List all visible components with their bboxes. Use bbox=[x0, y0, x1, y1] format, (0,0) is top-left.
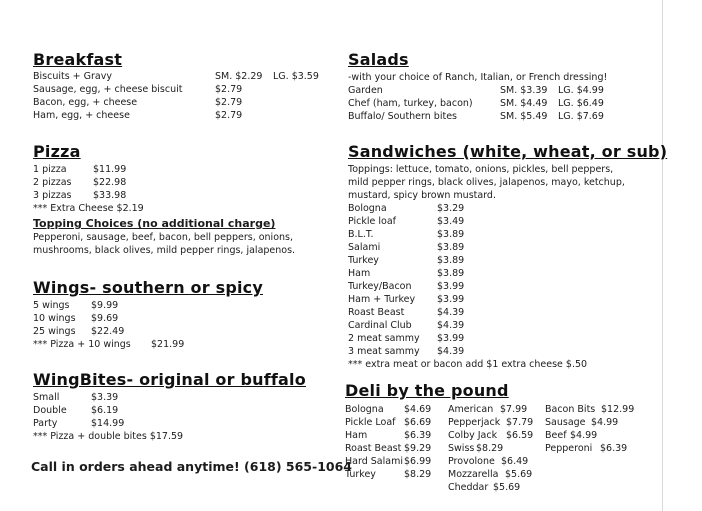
item-name: Bologna bbox=[345, 404, 384, 415]
item-price: $4.99 bbox=[591, 417, 619, 428]
item-price: $4.69 bbox=[404, 404, 432, 415]
item-name: 2 meat sammy bbox=[348, 333, 420, 344]
item-price-small: SM. $5.49 bbox=[500, 111, 548, 122]
breakfast-title: Breakfast bbox=[33, 50, 123, 69]
menu-row bbox=[348, 293, 648, 306]
menu-row bbox=[448, 416, 548, 429]
menu-row bbox=[33, 391, 333, 404]
item-name: Turkey/Bacon bbox=[348, 281, 412, 292]
item-name: Pickle Loaf bbox=[345, 417, 396, 428]
combo-price: $21.99 bbox=[151, 339, 185, 350]
deli-title: Deli by the pound bbox=[345, 381, 509, 400]
deli-section bbox=[345, 381, 509, 400]
menu-row bbox=[545, 416, 655, 429]
item-price: $7.79 bbox=[506, 417, 534, 428]
item-name: 1 pizza bbox=[33, 164, 67, 175]
item-name: Bacon Bits bbox=[545, 404, 596, 415]
menu-row bbox=[33, 163, 333, 176]
item-price-large: LG. $4.99 bbox=[558, 85, 604, 96]
menu-row bbox=[545, 442, 655, 455]
menu-row bbox=[33, 176, 333, 189]
topping-choices-line-1: Pepperoni, sausage, beef, bacon, bell peppers, onions, bbox=[33, 232, 294, 243]
item-price: $9.69 bbox=[91, 313, 119, 324]
item-price-small: SM. $4.49 bbox=[500, 98, 548, 109]
item-price: $3.99 bbox=[437, 281, 465, 292]
item-price: $3.49 bbox=[437, 216, 465, 227]
item-name: Double bbox=[33, 405, 67, 416]
menu-row bbox=[33, 299, 333, 312]
item-price: $4.39 bbox=[437, 307, 465, 318]
menu-row bbox=[33, 325, 333, 338]
menu-row bbox=[348, 110, 648, 123]
menu-row bbox=[348, 267, 648, 280]
item-name: Pickle loaf bbox=[348, 216, 397, 227]
menu-row bbox=[448, 403, 548, 416]
item-price: $9.99 bbox=[91, 300, 119, 311]
item-name: Biscuits + Gravy bbox=[33, 71, 112, 82]
sandwiches-title: Sandwiches (white, wheat, or sub) bbox=[348, 142, 668, 161]
wings-title: Wings- southern or spicy bbox=[33, 278, 263, 297]
item-price: $3.89 bbox=[437, 268, 465, 279]
item-price: $3.29 bbox=[437, 203, 465, 214]
item-name: 5 wings bbox=[33, 300, 70, 311]
item-name: Hard Salami bbox=[345, 456, 403, 467]
menu-row bbox=[33, 96, 333, 109]
menu-row bbox=[33, 109, 333, 122]
item-price: $12.99 bbox=[601, 404, 635, 415]
item-price-large: LG. $7.69 bbox=[558, 111, 604, 122]
salads-section bbox=[348, 50, 648, 123]
pizza-section bbox=[33, 142, 333, 257]
item-price-large: LG. $6.49 bbox=[558, 98, 604, 109]
deli-extras-column bbox=[545, 403, 655, 455]
item-price: $6.19 bbox=[91, 405, 119, 416]
item-price: $4.99 bbox=[570, 430, 598, 441]
item-name: 10 wings bbox=[33, 313, 76, 324]
item-name: Ham, egg, + cheese bbox=[33, 110, 130, 121]
menu-row bbox=[348, 280, 648, 293]
item-price: $3.39 bbox=[91, 392, 119, 403]
menu-row bbox=[448, 442, 548, 455]
item-name: Swiss bbox=[448, 443, 475, 454]
item-name: Ham bbox=[348, 268, 371, 279]
menu-row bbox=[348, 319, 648, 332]
item-price: $8.29 bbox=[404, 469, 432, 480]
item-price-large: LG. $3.59 bbox=[273, 71, 319, 82]
item-name: Pepperjack bbox=[448, 417, 501, 428]
wings-section bbox=[33, 278, 333, 351]
menu-row bbox=[348, 306, 648, 319]
item-name: Small bbox=[33, 392, 60, 403]
item-name: B.L.T. bbox=[348, 229, 374, 240]
item-price: $4.39 bbox=[437, 320, 465, 331]
extra-cheese-note bbox=[33, 202, 333, 215]
sandwich-extra-note: *** extra meat or bacon add $1 extra cheese $.50 bbox=[348, 359, 588, 370]
item-price: $6.59 bbox=[506, 430, 534, 441]
sandwich-toppings-line-2: mild pepper rings, black olives, jalapenos, mayo, ketchup, bbox=[348, 177, 625, 188]
item-name: Turkey bbox=[348, 255, 379, 266]
item-price: $3.99 bbox=[437, 294, 465, 305]
item-name: American bbox=[448, 404, 494, 415]
item-price: $3.99 bbox=[437, 333, 465, 344]
combo-row bbox=[33, 430, 333, 443]
menu-row bbox=[348, 254, 648, 267]
item-price: $6.69 bbox=[404, 417, 432, 428]
item-name: Pepperoni bbox=[545, 443, 593, 454]
item-price: $2.79 bbox=[215, 97, 243, 108]
item-price: $3.89 bbox=[437, 255, 465, 266]
menu-row bbox=[348, 202, 648, 215]
item-price: $9.29 bbox=[404, 443, 432, 454]
item-price: $8.29 bbox=[476, 443, 504, 454]
item-price: $4.39 bbox=[437, 346, 465, 357]
menu-row bbox=[348, 345, 648, 358]
item-name: Cardinal Club bbox=[348, 320, 412, 331]
item-price: $3.89 bbox=[437, 242, 465, 253]
menu-row bbox=[33, 417, 333, 430]
item-price: $7.99 bbox=[500, 404, 528, 415]
call-ahead-footer: Call in orders ahead anytime! (618) 565-1064 bbox=[31, 459, 352, 474]
item-price: $14.99 bbox=[91, 418, 125, 429]
item-name: Chef (ham, turkey, bacon) bbox=[348, 98, 473, 109]
item-name: Colby Jack bbox=[448, 430, 498, 441]
menu-row bbox=[33, 404, 333, 417]
menu-row bbox=[545, 429, 655, 442]
item-name: Garden bbox=[348, 85, 383, 96]
menu-row bbox=[348, 97, 648, 110]
item-price-small: SM. $3.39 bbox=[500, 85, 548, 96]
menu-row bbox=[448, 481, 548, 494]
menu-row bbox=[33, 189, 333, 202]
item-price: $33.98 bbox=[93, 190, 127, 201]
sandwich-toppings-line-3: mustard, spicy brown mustard. bbox=[348, 190, 496, 201]
menu-row bbox=[348, 228, 648, 241]
item-name: Beef bbox=[545, 430, 567, 441]
sandwich-toppings-line-1: Toppings: lettuce, tomato, onions, pickles, bell peppers, bbox=[348, 164, 614, 175]
salads-dressing-note: -with your choice of Ranch, Italian, or French dressing! bbox=[348, 72, 608, 83]
sandwiches-section bbox=[348, 142, 667, 371]
item-price: $6.49 bbox=[501, 456, 529, 467]
item-price: $2.79 bbox=[215, 110, 243, 121]
item-name: Roast Beast bbox=[345, 443, 402, 454]
item-price: $6.99 bbox=[404, 456, 432, 467]
topping-choices-title: Topping Choices (no additional charge) bbox=[33, 217, 276, 230]
menu-row bbox=[33, 70, 333, 83]
item-price: $22.49 bbox=[91, 326, 125, 337]
combo-text: *** Pizza + double bites $17.59 bbox=[33, 431, 184, 442]
item-name: Bacon, egg, + cheese bbox=[33, 97, 138, 108]
menu-row bbox=[348, 241, 648, 254]
item-price: $5.69 bbox=[505, 469, 533, 480]
menu-row bbox=[348, 332, 648, 345]
item-name: 3 meat sammy bbox=[348, 346, 420, 357]
item-price: $6.39 bbox=[600, 443, 628, 454]
extra-cheese-text: *** Extra Cheese $2.19 bbox=[33, 203, 144, 214]
item-name: 25 wings bbox=[33, 326, 76, 337]
menu-row bbox=[545, 403, 655, 416]
menu-row bbox=[448, 455, 548, 468]
combo-name: *** Pizza + 10 wings bbox=[33, 339, 131, 350]
topping-choices-line-2: mushrooms, black olives, mild pepper rings, jalapenos. bbox=[33, 245, 296, 256]
item-price: $22.98 bbox=[93, 177, 127, 188]
item-name: Mozzarella bbox=[448, 469, 499, 480]
item-price: $6.39 bbox=[404, 430, 432, 441]
item-name: Sausage, egg, + cheese biscuit bbox=[33, 84, 183, 95]
item-name: 3 pizzas bbox=[33, 190, 72, 201]
wingbites-title: WingBites- original or buffalo bbox=[33, 370, 306, 389]
item-name: Salami bbox=[348, 242, 381, 253]
item-name: Bologna bbox=[348, 203, 387, 214]
menu-row bbox=[348, 84, 648, 97]
item-name: Turkey bbox=[345, 469, 376, 480]
item-name: Provolone bbox=[448, 456, 495, 467]
item-price: $11.99 bbox=[93, 164, 127, 175]
menu-row bbox=[348, 215, 648, 228]
menu-row bbox=[33, 312, 333, 325]
item-name: Sausage bbox=[545, 417, 586, 428]
item-name: Cheddar bbox=[448, 482, 489, 493]
wingbites-section bbox=[33, 370, 333, 443]
salads-title: Salads bbox=[348, 50, 409, 69]
item-name: Ham bbox=[345, 430, 368, 441]
item-price-small: SM. $2.29 bbox=[215, 71, 263, 82]
menu-row bbox=[33, 338, 333, 351]
item-name: 2 pizzas bbox=[33, 177, 72, 188]
breakfast-section bbox=[33, 50, 333, 122]
item-name: Party bbox=[33, 418, 58, 429]
item-name: Ham + Turkey bbox=[348, 294, 416, 305]
item-name: Buffalo/ Southern bites bbox=[348, 111, 457, 122]
item-price: $2.79 bbox=[215, 84, 243, 95]
item-price: $3.89 bbox=[437, 229, 465, 240]
menu-row bbox=[33, 83, 333, 96]
item-name: Roast Beast bbox=[348, 307, 405, 318]
menu-row bbox=[448, 468, 548, 481]
pizza-title: Pizza bbox=[33, 142, 81, 161]
menu-row bbox=[448, 429, 548, 442]
item-price: $5.69 bbox=[493, 482, 521, 493]
deli-cheese-column bbox=[448, 403, 548, 494]
